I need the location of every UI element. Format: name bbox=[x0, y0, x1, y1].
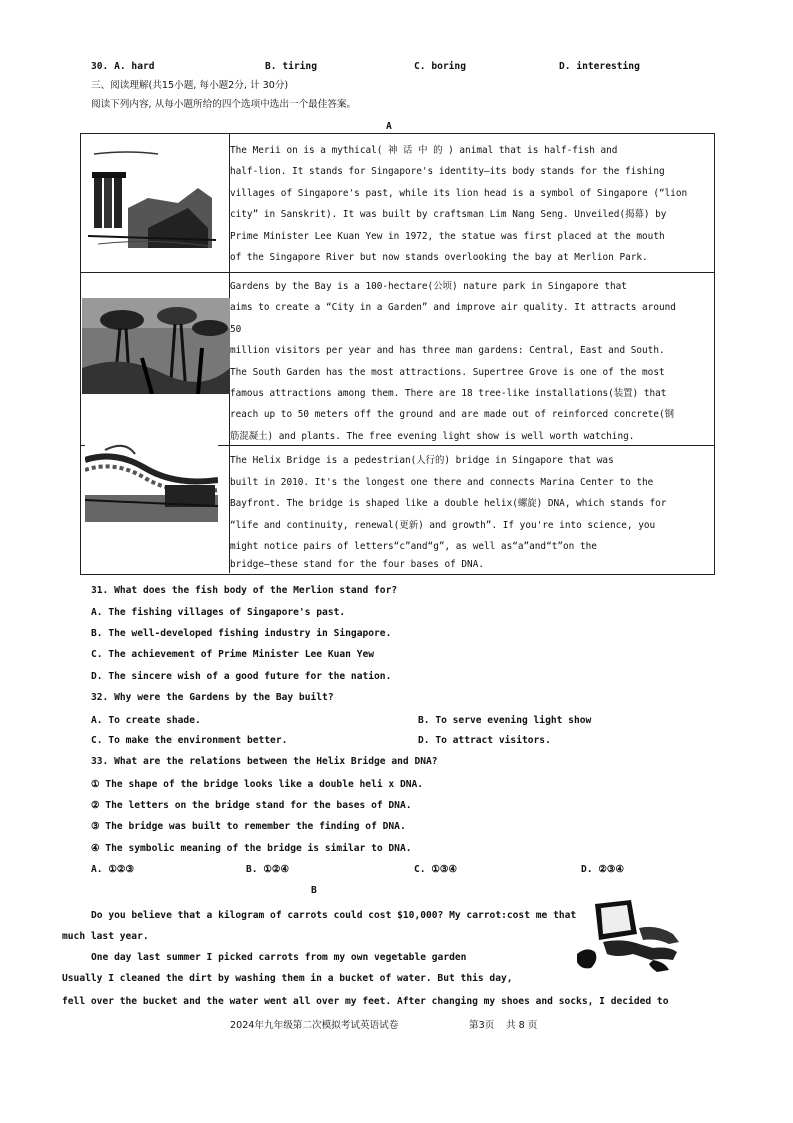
q33-option-b: B. ①②④ bbox=[246, 864, 290, 875]
passage-line: “life and continuity, renewal(更新) and growth”. If you're into science, you bbox=[230, 519, 656, 531]
passage-line: famous attractions among them. There are 18 tree-like installations(装置) that bbox=[230, 388, 667, 400]
passage-line: 50 bbox=[230, 323, 242, 335]
passage-b-line: fell over the bucket and the water went all over my feet. After changing my shoes and socks, I decided to bbox=[62, 996, 669, 1007]
supertree-image bbox=[82, 298, 230, 394]
q33-option-c: C. ①③④ bbox=[414, 864, 458, 875]
q33-statement-1: ① The shape of the bridge looks like a double heli x DNA. bbox=[91, 779, 424, 790]
helix-passage bbox=[230, 450, 666, 572]
table-row-divider bbox=[80, 272, 714, 273]
passage-line: The Merii on is a mythical( 神 话 中 的 ) animal that is half-fish and bbox=[230, 145, 618, 156]
passage-b-line: Usually I cleaned the dirt by washing them in a bucket of water. But this day, bbox=[62, 973, 513, 984]
q30-option-c: C. boring bbox=[414, 61, 466, 72]
section-instruction: 阅读下列内容, 从每小题所给的四个选项中选出一个最佳答案。 bbox=[91, 99, 357, 110]
passage-b-line: One day last summer I picked carrots from my own vegetable garden bbox=[91, 952, 467, 963]
q32-stem: 32. Why were the Gardens by the Bay built? bbox=[91, 692, 334, 703]
q33-option-a: A. ①②③ bbox=[91, 864, 135, 875]
passage-b-line: much last year. bbox=[62, 931, 149, 942]
helix-bridge-image bbox=[85, 440, 218, 522]
passage-line: Prime Minister Lee Kuan Yew in 1972, the statue was first placed at the mouth bbox=[230, 230, 665, 242]
merlion-passage bbox=[230, 140, 687, 268]
q31-stem: 31. What does the fish body of the Merlion stand for? bbox=[91, 585, 398, 596]
passage-line: might notice pairs of letters“c”and“g”, as well as“a”and“t”on the bbox=[230, 541, 597, 553]
passage-line: The Helix Bridge is a pedestrian(人行的) bridge in Singapore that was bbox=[230, 455, 614, 466]
passage-line: of the Singapore River but now stands overlooking the bay at Merlion Park. bbox=[230, 252, 648, 264]
passage-line: Gardens by the Bay is a 100-hectare(公顷) nature park in Singapore that bbox=[230, 281, 627, 292]
q32-option-a: A. To create shade. bbox=[91, 715, 201, 726]
q30-option-a: 30. A. hard bbox=[91, 61, 155, 72]
q31-option-b: B. The well-developed fishing industry in Singapore. bbox=[91, 628, 392, 639]
q31-option-a: A. The fishing villages of Singapore's past. bbox=[91, 607, 346, 618]
q33-option-d: D. ②③④ bbox=[581, 864, 625, 875]
passage-line: The South Garden has the most attractions. Supertree Grove is one of the most bbox=[230, 366, 665, 378]
passage-line: reach up to 50 meters off the ground and are made out of reinforced concrete(钢 bbox=[230, 409, 674, 421]
passage-line: million visitors per year and has three man gardens: Central, East and South. bbox=[230, 345, 665, 357]
passage-line: 筋混凝土) and plants. The free evening light show is well worth watching. bbox=[230, 430, 635, 442]
footer-page: 第3页 bbox=[469, 1020, 495, 1031]
merlion-image bbox=[88, 148, 216, 256]
part-a-label: A bbox=[386, 121, 392, 132]
q31-option-c: C. The achievement of Prime Minister Lee Kuan Yew bbox=[91, 649, 375, 660]
q33-statement-2: ② The letters on the bridge stand for the bases of DNA. bbox=[91, 800, 412, 811]
q32-option-c: C. To make the environment better. bbox=[91, 735, 288, 746]
footer-total: 共 8 页 bbox=[506, 1020, 538, 1031]
passage-line: bridge—these stand for the four bases of DNA. bbox=[230, 558, 484, 570]
passage-line: half-lion. It stands for Singapore's identity—its body stands for the fishing bbox=[230, 166, 665, 178]
q33-statement-4: ④ The symbolic meaning of the bridge is similar to DNA. bbox=[91, 843, 412, 854]
passage-b-line: Do you believe that a kilogram of carrots could cost $10,000? My carrot:cost me that bbox=[91, 910, 577, 921]
q30-option-d: D. interesting bbox=[559, 61, 640, 72]
q33-stem: 33. What are the relations between the Helix Bridge and DNA? bbox=[91, 756, 438, 767]
q31-option-d: D. The sincere wish of a good future for the nation. bbox=[91, 671, 392, 682]
q32-option-b: B. To serve evening light show bbox=[418, 715, 592, 726]
fallen-bucket-image bbox=[573, 898, 685, 974]
part-b-label: B bbox=[311, 885, 317, 896]
q30-option-b: B. tiring bbox=[265, 61, 317, 72]
gardens-passage bbox=[230, 276, 676, 447]
passage-line: city” in Sanskrit). It was built by craftsman Lim Nang Seng. Unveiled(揭幕) by bbox=[230, 209, 667, 221]
passage-line: villages of Singapore's past, while its lion head is a symbol of Singapore (“lion bbox=[230, 187, 688, 199]
passage-line: aims to create a “City in a Garden” and improve air quality. It attracts around bbox=[230, 302, 676, 314]
q32-option-d: D. To attract visitors. bbox=[418, 735, 551, 746]
section-heading: 三、阅读理解(共15小题, 每小题2分, 计 30分) bbox=[91, 80, 289, 91]
passage-line: built in 2010. It's the longest one there and connects Marina Center to the bbox=[230, 476, 654, 488]
passage-line: Bayfront. The bridge is shaped like a double helix(螺旋) DNA, which stands for bbox=[230, 498, 667, 510]
q33-statement-3: ③ The bridge was built to remember the finding of DNA. bbox=[91, 821, 406, 832]
footer-title: 2024年九年级第二次模拟考试英语试卷 bbox=[230, 1020, 399, 1031]
